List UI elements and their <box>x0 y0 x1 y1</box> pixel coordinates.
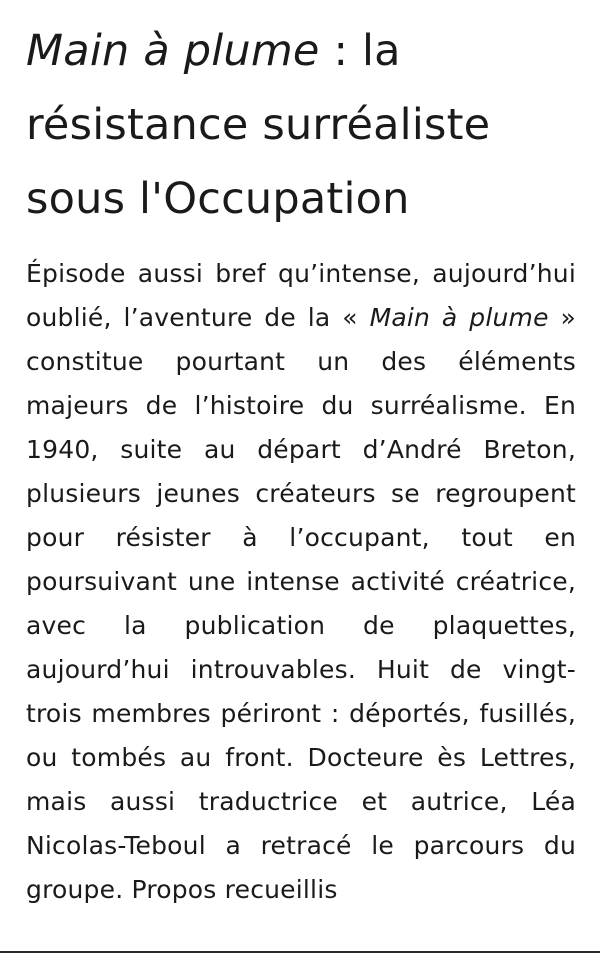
title-italic-part: Main à plume <box>26 26 320 76</box>
article <box>26 14 576 912</box>
title-rest: : la résistance surréaliste sous l'Occupation <box>26 26 491 224</box>
intro-part-2: » constitue pourtant un des éléments majeurs de l’histoire du surréalisme. En 1940, suite au départ d’André Breton, plusieurs jeunes créateurs se regroupent pour résister à l’occupant, tout en poursuivant une intense activité créatrice, avec la publication de plaquettes, aujourd’hui introuvables. Huit de vingt-trois membres périront : déportés, fusillés, ou tombés au front. Docteure ès Lettres, mais aussi traductrice et autrice, Léa Nicolas-Teboul a retracé le parcours du groupe. Propos recueillis <box>26 303 576 904</box>
intro-part-1: Épisode aussi bref qu’intense, aujourd’hui oublié, l’aventure de la « <box>26 259 576 332</box>
article-title <box>26 14 576 236</box>
intro-italic-part: Main à plume <box>369 303 549 332</box>
article-intro <box>26 252 576 912</box>
